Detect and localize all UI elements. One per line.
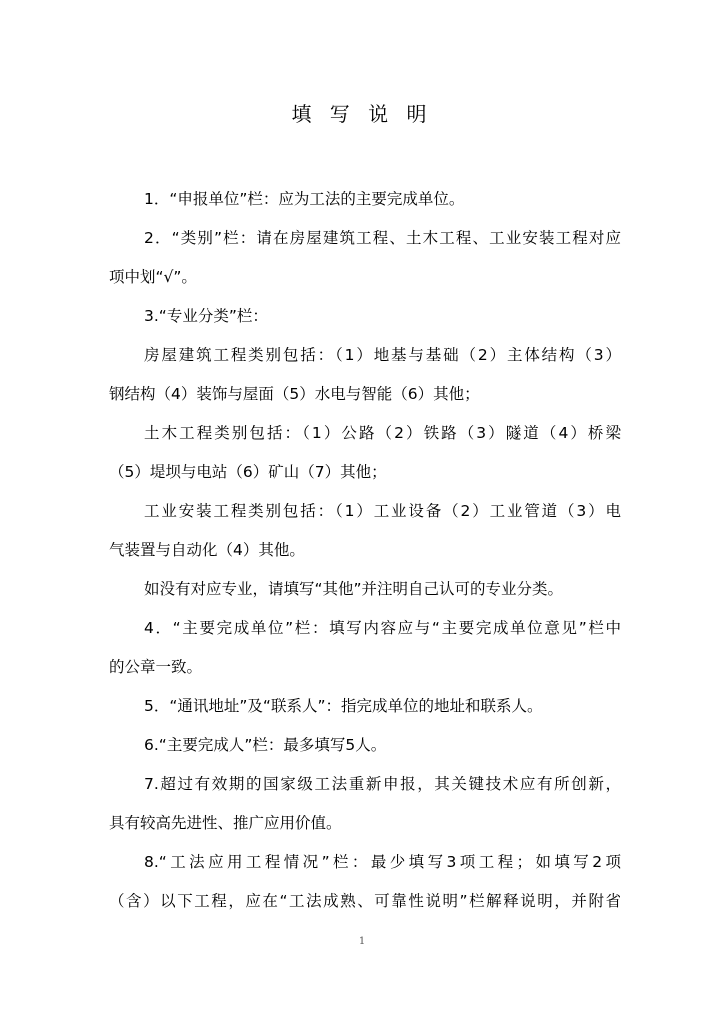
paragraph-line: 工业安装工程类别包括：（1）工业设备（2）工业管道（3）电 — [144, 502, 621, 520]
paragraph-line: 3.“专业分类”栏： — [144, 307, 268, 325]
paragraph-line: 5．“通讯地址”及“联系人”：指完成单位的地址和联系人。 — [144, 697, 543, 715]
paragraph-line: （含）以下工程，应在“工法成熟、可靠性说明”栏解释说明，并附省 — [109, 892, 621, 910]
paragraph-line: 如没有对应专业，请填写“其他”并注明自己认可的专业分类。 — [144, 580, 564, 598]
paragraph-line: 钢结构（4）装饰与屋面（5）水电与智能（6）其他； — [109, 385, 480, 403]
paragraph-line: 项中划“√”。 — [109, 268, 197, 286]
paragraph-line: 2．“类别”栏：请在房屋建筑工程、土木工程、工业安装工程对应 — [144, 229, 621, 247]
paragraph-line: （5）堤坝与电站（6）矿山（7）其他； — [109, 463, 387, 481]
page-title: 填 写 说 明 — [291, 102, 433, 126]
paragraph-line: 土木工程类别包括：（1）公路（2）铁路（3）隧道（4）桥梁 — [144, 424, 621, 442]
paragraph-line: 1．“申报单位”栏：应为工法的主要完成单位。 — [144, 190, 465, 208]
paragraph-line: 具有较高先进性、推广应用价值。 — [109, 814, 342, 832]
page-number: 1 — [358, 936, 366, 947]
paragraph-line: 的公章一致。 — [109, 658, 203, 676]
paragraph-line: 8.“工法应用工程情况”栏：最少填写3项工程；如填写2项 — [144, 853, 621, 871]
paragraph-line: 气装置与自动化（4）其他。 — [109, 541, 305, 559]
paragraph-line: 7.超过有效期的国家级工法重新申报，其关键技术应有所创新， — [144, 775, 621, 793]
instructions-body — [109, 180, 621, 921]
paragraph-line: 4．“主要完成单位”栏：填写内容应与“主要完成单位意见”栏中 — [144, 619, 621, 637]
paragraph-line: 6.“主要完成人”栏：最多填写5人。 — [144, 736, 387, 754]
paragraph-line: 房屋建筑工程类别包括：（1）地基与基础（2）主体结构（3） — [144, 346, 621, 364]
